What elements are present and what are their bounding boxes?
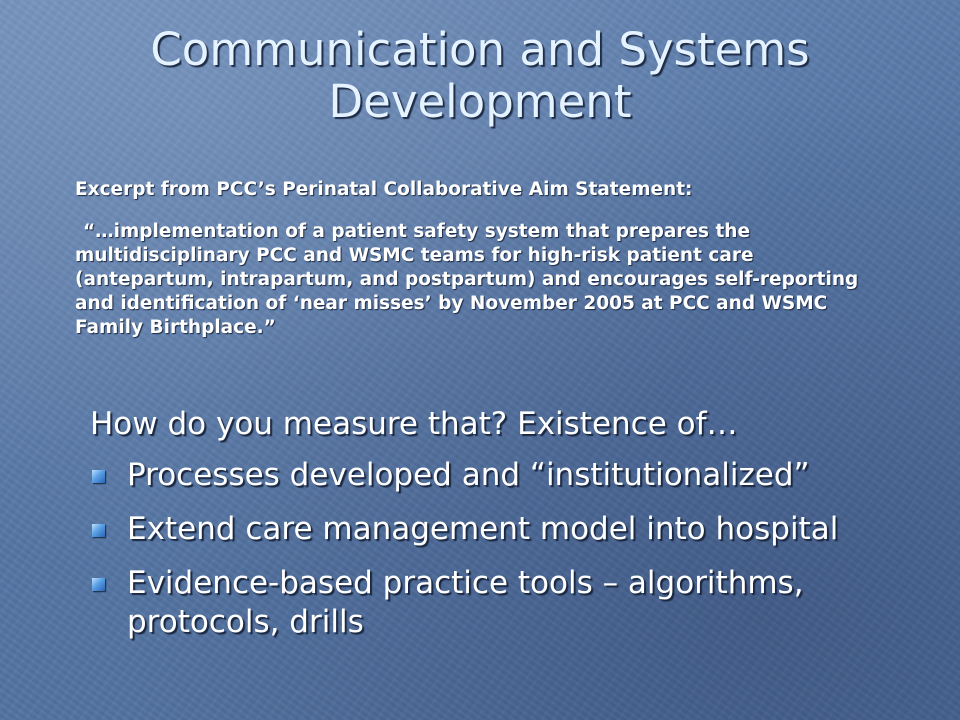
list-item [90,456,890,495]
bullet-text: Evidence-based practice tools – algorithms, protocols, drills [127,565,804,640]
excerpt-label: Excerpt from PCC’s Perinatal Collaborative Aim Statement: [75,179,693,200]
excerpt-block [75,178,885,340]
excerpt-quote: “…implementation of a patient safety system that prepares the multidisciplinary PCC and WSMC teams for high-risk patient care (antepartum, intrapartum, and postpartum) and encourages self-reporting and identification of ‘near misses’ by November 2005 at PCC and WSMC Family Birthplace.” [75,221,859,338]
square-bullet-icon [92,578,105,591]
square-bullet-icon [92,524,105,537]
bullet-list [90,456,890,657]
list-item [90,564,890,642]
bullet-text: Processes developed and “institutionalized” [127,457,810,493]
list-item [90,510,890,549]
measure-question: How do you measure that? Existence of… [90,406,738,442]
bullet-text: Extend care management model into hospital [127,511,839,547]
square-bullet-icon [92,470,105,483]
slide-title: Communication and Systems Development [150,23,810,128]
